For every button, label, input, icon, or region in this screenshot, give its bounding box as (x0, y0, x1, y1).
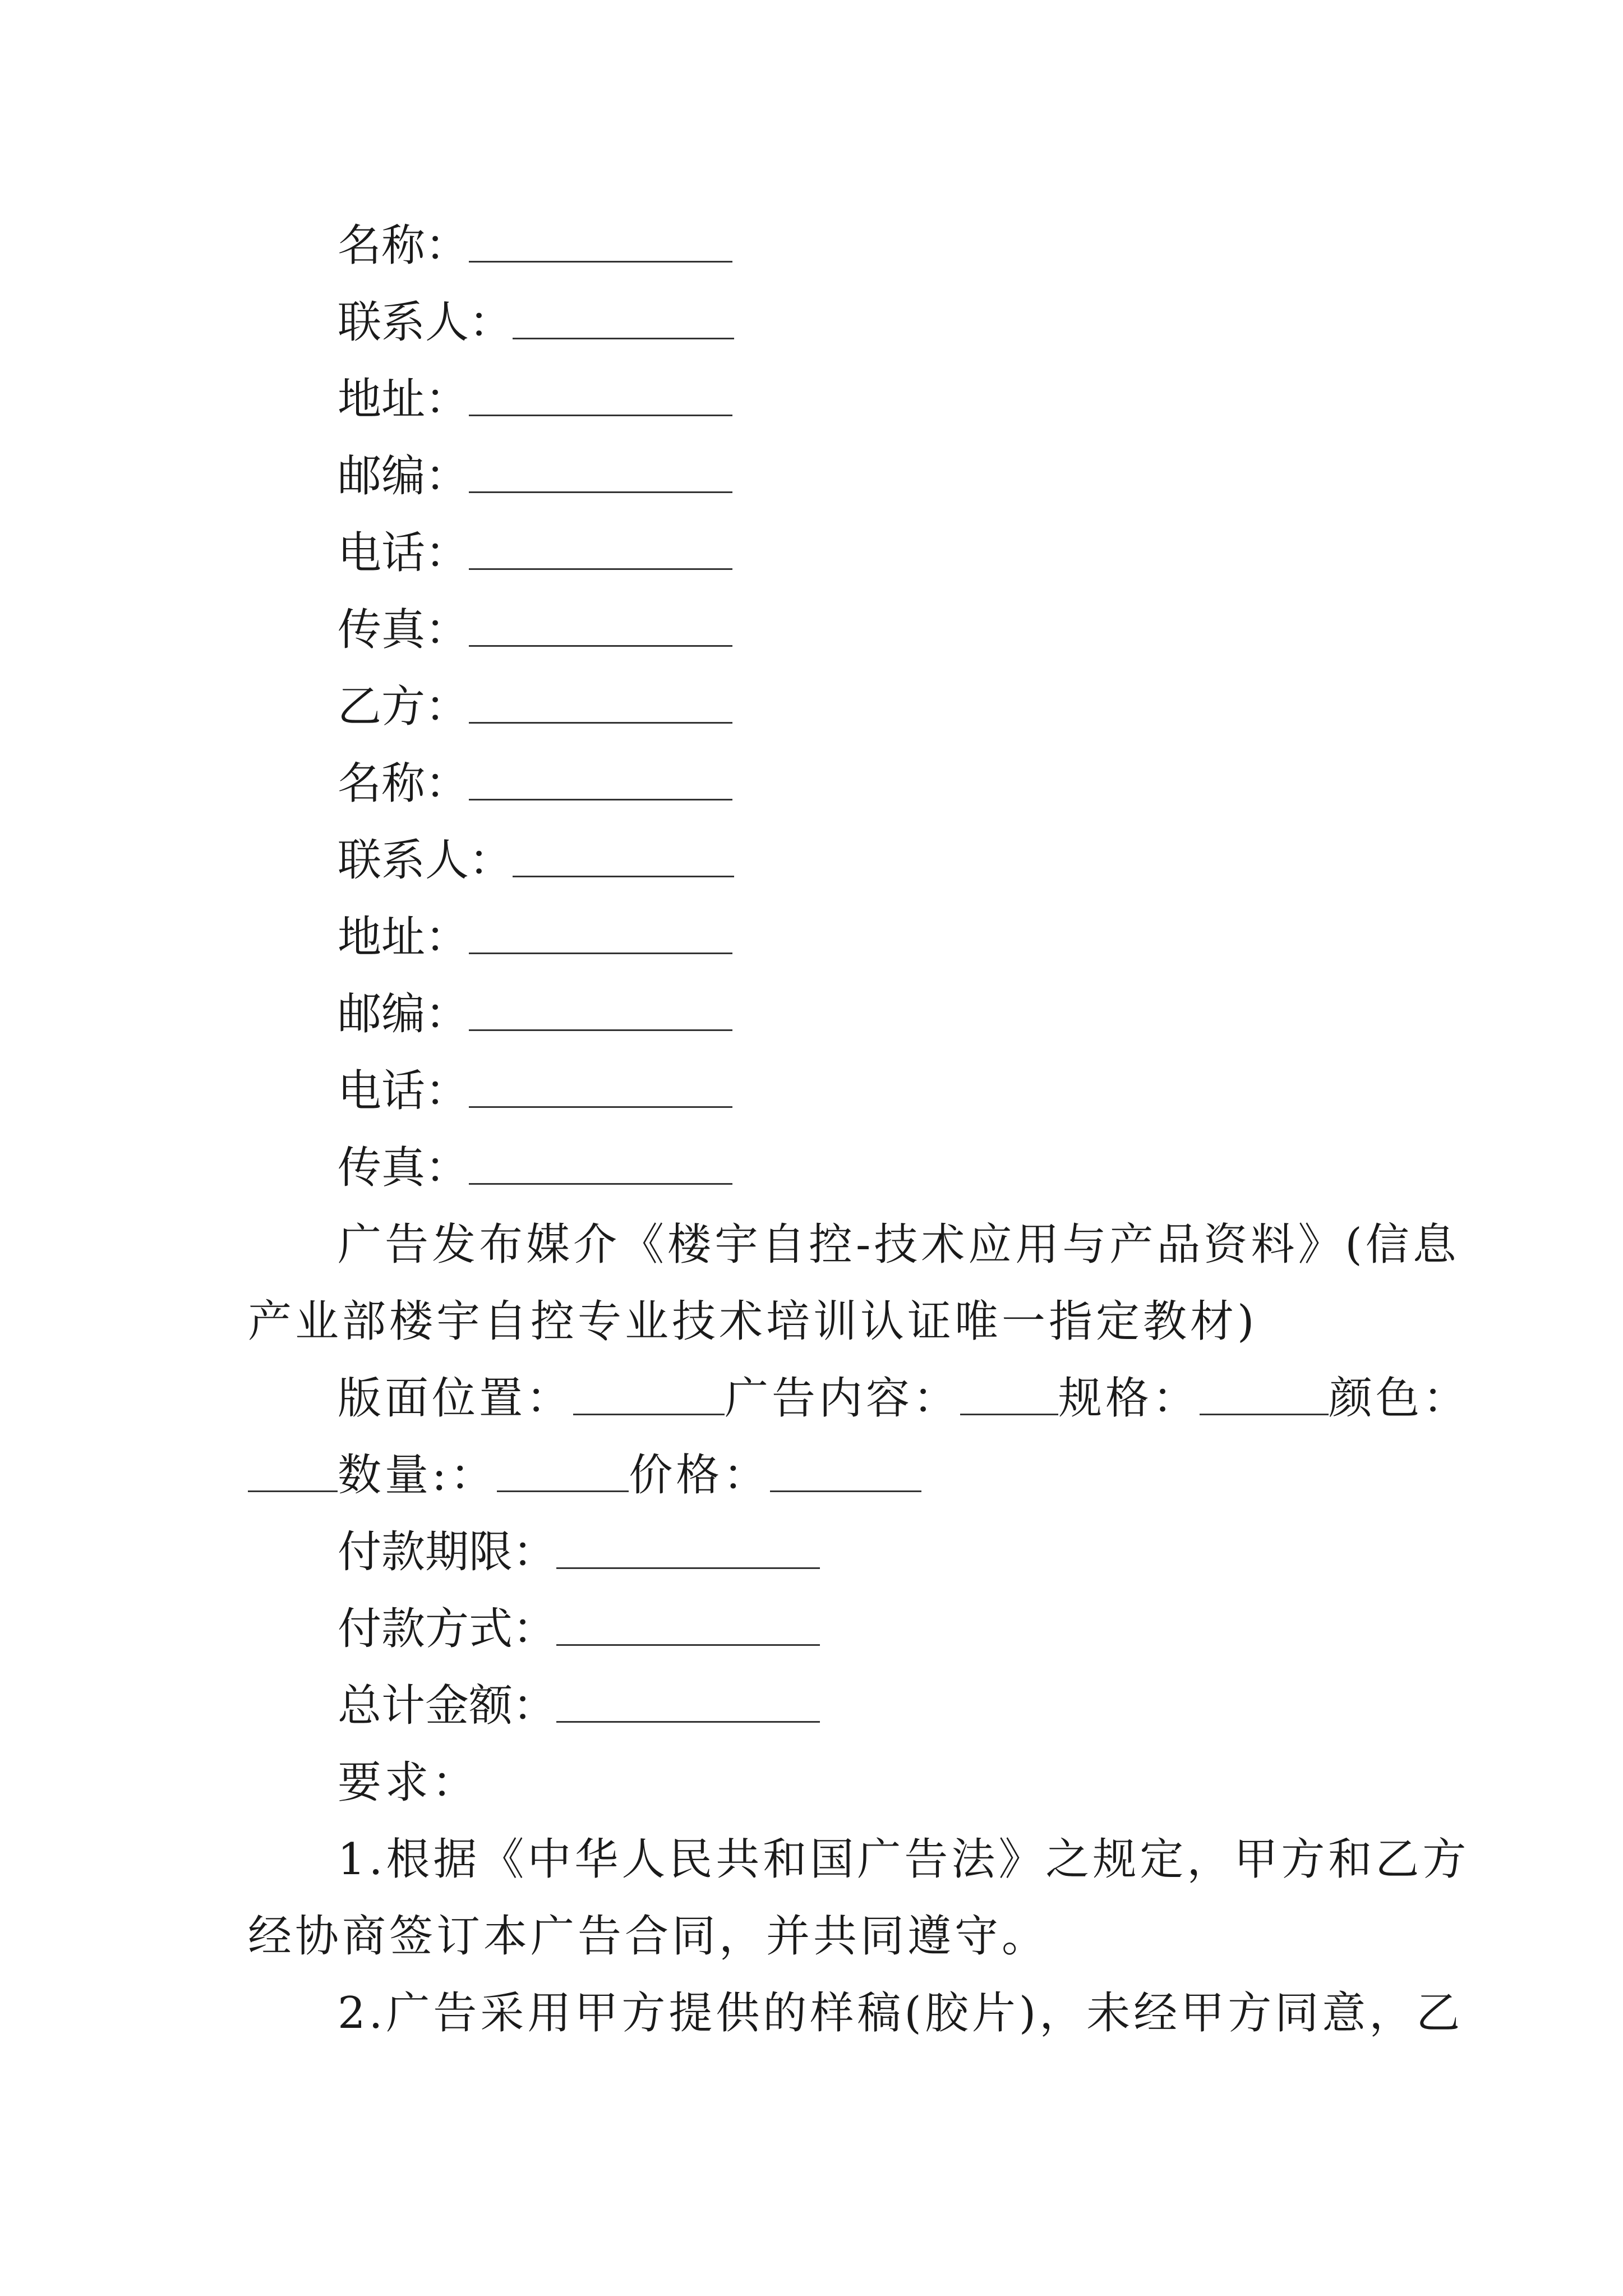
contract-page (248, 208, 1470, 2052)
spec-label: 规格： (1058, 1373, 1200, 1424)
clause-2-line-1: 2.广告采用甲方提供的样稿(胶片)，未经甲方同意，乙 (338, 1988, 1464, 2039)
name-blank[interactable] (469, 758, 732, 800)
field-label: 地址： (338, 912, 469, 963)
party-b-contact-row (248, 822, 1381, 899)
field-label: 邮编： (338, 451, 469, 501)
position-blank[interactable] (573, 1373, 725, 1415)
payment-method-label: 付款方式： (338, 1604, 557, 1654)
payment-total-blank[interactable] (556, 1681, 820, 1723)
quantity-label: 数量:： (338, 1450, 497, 1501)
ad-details-row-2 (248, 1437, 1381, 1514)
phone-blank[interactable] (469, 1066, 732, 1108)
contact-blank[interactable] (513, 297, 734, 339)
ad-details-row-1 (248, 1360, 1470, 1437)
party-b-row (248, 669, 1381, 746)
party-b-postcode-row (248, 976, 1381, 1053)
field-label: 联系人： (338, 835, 513, 886)
address-blank[interactable] (469, 912, 732, 954)
spec-blank[interactable] (1200, 1373, 1329, 1415)
payment-term-label: 付款期限： (338, 1527, 557, 1577)
color-blank[interactable] (248, 1450, 338, 1492)
field-label: 传真： (338, 1143, 469, 1193)
payment-method-blank[interactable] (556, 1604, 820, 1646)
postcode-blank[interactable] (469, 451, 732, 493)
party-a-contact-row (248, 284, 1381, 361)
field-label: 传真： (338, 605, 469, 655)
party-b-fax-row (248, 1130, 1381, 1207)
fax-blank[interactable] (469, 605, 732, 647)
content-label: 广告内容： (725, 1373, 961, 1424)
field-label: 联系人： (338, 297, 513, 348)
clause-1-line-2: 经协商签订本广告合同，并共同遵守。 (248, 1911, 1049, 1962)
position-label: 版面位置： (338, 1373, 574, 1424)
field-label: 地址： (338, 374, 469, 425)
payment-term-blank[interactable] (556, 1527, 820, 1569)
name-blank[interactable] (469, 220, 732, 263)
media-line-1: 广告发布媒介《楼宇自控-技术应用与产品资料》(信息 (338, 1220, 1460, 1270)
party-b-phone-row (248, 1053, 1381, 1130)
field-label: 电话： (338, 528, 469, 578)
field-label: 邮编： (338, 989, 469, 1039)
party-b-blank[interactable] (469, 682, 732, 724)
postcode-blank[interactable] (469, 989, 732, 1031)
party-a-postcode-row (248, 438, 1381, 515)
party-a-phone-row (248, 515, 1381, 592)
media-line-2: 产业部楼宇自控专业技术培训认证唯一指定教材) (248, 1296, 1258, 1347)
party-b-name-row (248, 746, 1381, 822)
fax-blank[interactable] (469, 1143, 732, 1185)
payment-method-row (248, 1591, 1381, 1668)
address-blank[interactable] (469, 374, 732, 416)
field-label: 名称： (338, 758, 469, 809)
price-blank[interactable] (770, 1450, 921, 1492)
payment-term-row (248, 1514, 1381, 1591)
party-b-address-row (248, 899, 1381, 976)
clause-1-line-1: 1.根据《中华人民共和国广告法》之规定，甲方和乙方 (338, 1834, 1470, 1885)
price-label: 价格： (629, 1450, 771, 1501)
party-a-name-row (248, 208, 1381, 284)
payment-total-label: 总计金额： (338, 1681, 557, 1731)
field-label: 电话： (338, 1066, 469, 1116)
party-a-fax-row (248, 592, 1381, 669)
color-label: 颜色： (1329, 1373, 1470, 1424)
field-label: 名称： (338, 220, 469, 271)
contact-blank[interactable] (513, 835, 734, 877)
payment-total-row (248, 1668, 1381, 1745)
requirements-heading: 要求： (338, 1757, 479, 1808)
quantity-blank[interactable] (497, 1450, 629, 1492)
party-b-label: 乙方： (338, 682, 469, 732)
phone-blank[interactable] (469, 528, 732, 570)
party-a-address-row (248, 361, 1381, 438)
content-blank[interactable] (960, 1373, 1058, 1415)
